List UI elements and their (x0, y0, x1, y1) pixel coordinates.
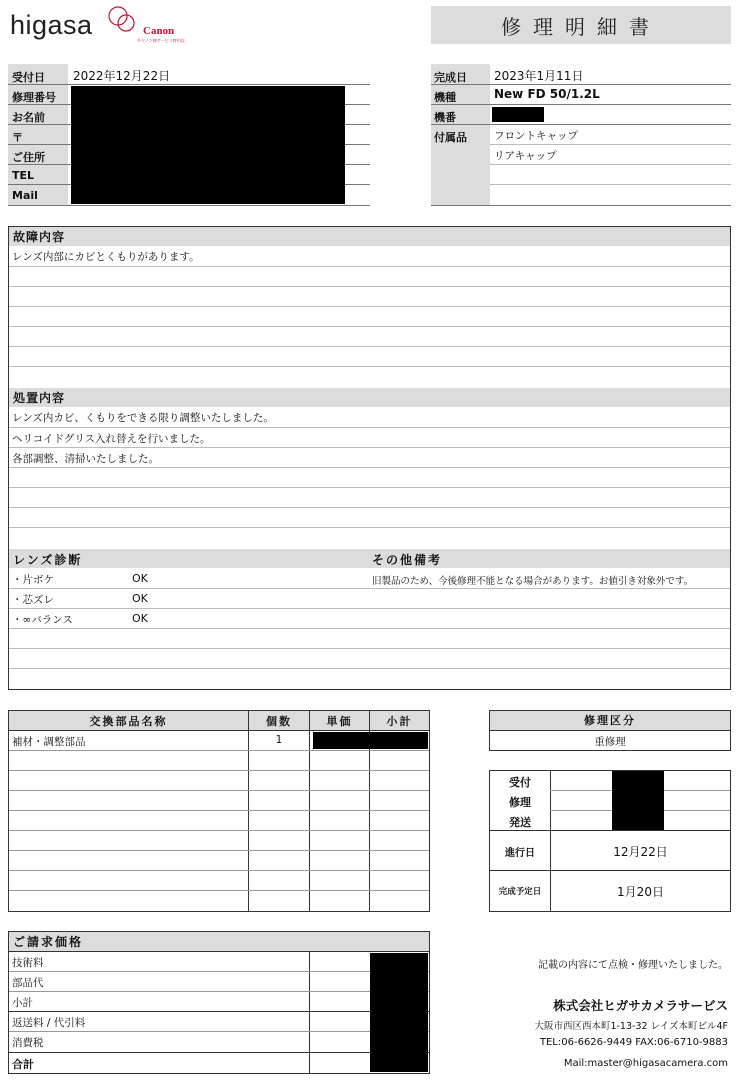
serial-redaction (492, 107, 544, 122)
progress-date-value: 12月22日 (613, 845, 668, 859)
name-label: お名前 (12, 111, 45, 124)
parts-col-unit: 単価 (326, 715, 353, 728)
billing-amount-redaction (370, 953, 428, 1072)
fault-line: レンズ内部にカビとくもりがあります。 (12, 251, 200, 263)
company-name: 株式会社ヒガサカメラサービス (553, 998, 728, 1013)
progress-date-label: 進行日 (505, 848, 535, 859)
billing-row-label: 消費税 (12, 1037, 44, 1049)
parts-row-name: 補材・調整部品 (12, 736, 86, 748)
model-value: New FD 50/1.2L (494, 87, 600, 101)
company-address: 大阪市西区西本町1-13-32 レイズ本町ビル4F (534, 1021, 728, 1032)
diagnosis-item-label: ・片ボケ (12, 574, 54, 586)
parts-price-redaction (313, 732, 428, 749)
billing-heading: ご請求価格 (9, 932, 429, 951)
billing-row-label: 小計 (12, 997, 33, 1009)
diagnosis-heading: レンズ診断 (13, 553, 83, 567)
accessory-item: フロントキャップ (494, 130, 578, 142)
treatment-line: ヘリコイドグリス入れ替えを行いました。 (12, 433, 211, 445)
accessory-item: リアキャップ (494, 150, 557, 162)
remarks-heading: その他備考 (372, 553, 443, 567)
diagnosis-item-value: OK (132, 612, 148, 625)
billing-row-label: 技術料 (12, 957, 44, 969)
postal-label: 〒 (12, 131, 23, 144)
repair-number-label: 修理番号 (12, 91, 56, 104)
status-received-label: 受付 (509, 776, 531, 789)
diagnosis-item-value: OK (132, 572, 148, 585)
received-date-label: 受付日 (12, 71, 45, 84)
accessories-label: 付属品 (434, 131, 467, 144)
status-repair-label: 修理 (509, 796, 531, 809)
parts-col-qty: 個数 (266, 715, 292, 728)
treatment-line: 各部調整、清掃いたしました。 (12, 453, 159, 465)
repair-class-value: 重修理 (594, 736, 626, 748)
address-label: ご住所 (12, 151, 45, 164)
footer-note: 記載の内容にて点検・修理いたしました。 (538, 960, 728, 971)
completed-date-label: 完成日 (434, 71, 467, 84)
billing-row-label: 部品代 (12, 977, 44, 989)
company-phone: TEL:06-6626-9449 FAX:06-6710-9883 (539, 1037, 728, 1048)
higasa-logo: higasa (10, 10, 93, 40)
canon-brand-sub: キヤノン様サービス特約店 (137, 38, 185, 43)
parts-row-qty: 1 (275, 734, 283, 746)
status-ship-label: 発送 (509, 816, 531, 829)
company-mail: Mail:master@higasacamera.com (563, 1058, 728, 1069)
received-date-value: 2022年12月22日 (73, 69, 171, 83)
model-label: 機種 (434, 91, 456, 104)
status-stamp-redaction (612, 771, 664, 830)
completed-date-value: 2023年1月11日 (494, 69, 584, 83)
canon-brand: Canon (143, 25, 175, 37)
treatment-line: レンズ内カビ、くもりをできる限り調整いたしました。 (12, 412, 274, 424)
billing-total-label: 合計 (12, 1058, 34, 1071)
document-title: 修理明細書 (431, 6, 731, 44)
diagnosis-item-label: ・∞バランス (12, 614, 73, 626)
due-date-label: 完成予定日 (498, 887, 542, 897)
billing-row-label: 返送料 / 代引料 (12, 1017, 86, 1029)
treatment-heading: 処置内容 (9, 388, 730, 407)
due-date-value: 1月20日 (617, 885, 664, 899)
diagnosis-item-label: ・芯ズレ (12, 594, 54, 606)
customer-redaction (71, 86, 345, 204)
diagnosis-header-bar (9, 549, 730, 568)
serial-label: 機番 (434, 111, 456, 124)
mail-label: Mail (12, 189, 38, 202)
fault-heading: 故障内容 (9, 227, 730, 246)
repair-class-heading: 修理区分 (490, 711, 730, 730)
parts-col-name: 交換部品名称 (89, 715, 168, 728)
parts-col-subtotal: 小計 (386, 715, 413, 728)
diagnosis-item-value: OK (132, 592, 148, 605)
remarks-text: 旧製品のため、今後修理不能となる場合があります。お値引き対象外です。 (372, 576, 694, 587)
tel-label: TEL (12, 169, 35, 182)
rings-logo-icon (104, 4, 140, 34)
